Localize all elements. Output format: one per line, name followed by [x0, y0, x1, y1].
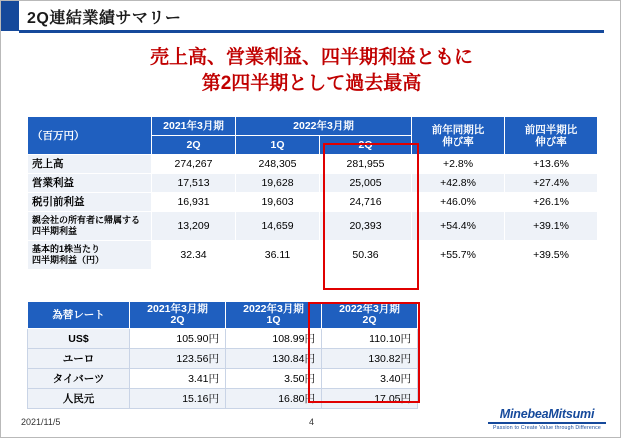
table-row	[28, 155, 598, 174]
table-row	[28, 369, 418, 389]
cell-pretax-qoq: +26.1%	[505, 193, 598, 212]
headline-line-1: 売上高、営業利益、四半期利益ともに	[149, 47, 473, 68]
table-row	[28, 389, 418, 409]
cell-revenue-2022-1q: 248,305	[236, 155, 320, 174]
fx-header-2022-1q-line1: 2022年3月期	[243, 303, 304, 315]
row-label-net-income-line1: 親会社の所有者に帰属する	[32, 215, 141, 225]
fx-header-2022-2q-line1: 2022年3月期	[339, 303, 400, 315]
title-divider	[19, 30, 604, 33]
fx-usd-2022-2q: 110.10円	[322, 329, 418, 349]
title-bar	[1, 1, 621, 31]
group-header-yoy	[412, 117, 505, 155]
row-label-eps-line1: 基本的1株当たり	[32, 244, 101, 254]
cell-eps-qoq: +39.5%	[505, 241, 598, 270]
fx-usd-2022-1q: 108.99円	[226, 329, 322, 349]
headline	[1, 45, 621, 97]
fx-header-row	[28, 302, 418, 329]
cell-revenue-2022-2q: 281,955	[320, 155, 412, 174]
fx-cny-2022-2q: 17.05円	[322, 389, 418, 409]
footer-date: 2021/11/5	[21, 417, 61, 427]
table-row	[28, 212, 598, 241]
sub-header-2022-1q: 1Q	[236, 136, 320, 155]
fx-header-2022-1q-line2: 1Q	[266, 314, 281, 326]
cell-net-yoy: +54.4%	[412, 212, 505, 241]
group-header-fy2021: 2021年3月期	[152, 117, 236, 136]
title-accent-block	[1, 1, 19, 31]
page-number: 4	[308, 417, 314, 427]
fx-row-label-cny: 人民元	[28, 389, 130, 409]
sub-header-2021-2q: 2Q	[152, 136, 236, 155]
group-header-qoq	[505, 117, 598, 155]
page-title: 2Q連結業績サマリー	[27, 10, 182, 27]
cell-pretax-2022-2q: 24,716	[320, 193, 412, 212]
fx-header-2021-2q-line1: 2021年3月期	[147, 303, 208, 315]
group-header-yoy-line2: 伸び率	[442, 135, 474, 148]
fx-header-2021-2q-line2: 2Q	[170, 314, 185, 326]
fx-header-2022-2q	[322, 302, 418, 329]
group-header-fy2022: 2022年3月期	[236, 117, 412, 136]
sub-header-2022-2q: 2Q	[320, 136, 412, 155]
group-header-qoq-line2: 伸び率	[535, 135, 567, 148]
cell-net-2021-2q: 13,209	[152, 212, 236, 241]
results-table	[27, 116, 598, 270]
group-header-yoy-line1: 前年同期比	[431, 123, 485, 136]
fx-cny-2022-1q: 16.80円	[226, 389, 322, 409]
cell-pretax-yoy: +46.0%	[412, 193, 505, 212]
fx-thb-2022-2q: 3.40円	[322, 369, 418, 389]
table-row	[28, 349, 418, 369]
row-label-net-income-line2: 四半期利益	[32, 226, 78, 236]
group-header-qoq-line1: 前四半期比	[524, 123, 578, 136]
row-label-eps-line2: 四半期利益（円）	[32, 255, 105, 265]
cell-op-2022-2q: 25,005	[320, 174, 412, 193]
table-row	[28, 174, 598, 193]
cell-op-yoy: +42.8%	[412, 174, 505, 193]
table-row	[28, 241, 598, 270]
cell-pretax-2021-2q: 16,931	[152, 193, 236, 212]
cell-net-2022-2q: 20,393	[320, 212, 412, 241]
row-label-operating-income: 営業利益	[28, 174, 152, 193]
row-label-pretax-income: 税引前利益	[28, 193, 152, 212]
fx-header-2021-2q	[130, 302, 226, 329]
fx-eur-2022-1q: 130.84円	[226, 349, 322, 369]
fx-eur-2022-2q: 130.82円	[322, 349, 418, 369]
cell-eps-2022-2q: 50.36	[320, 241, 412, 270]
cell-op-qoq: +27.4%	[505, 174, 598, 193]
fx-usd-2021-2q: 105.90円	[130, 329, 226, 349]
cell-op-2022-1q: 19,628	[236, 174, 320, 193]
cell-net-2022-1q: 14,659	[236, 212, 320, 241]
logo-tagline: Passion to Create Value through Difference	[493, 425, 601, 431]
cell-revenue-2021-2q: 274,267	[152, 155, 236, 174]
table-header-row-group	[28, 117, 598, 136]
table-row	[28, 329, 418, 349]
logo-name: MinebeaMitsumi	[499, 407, 595, 421]
fx-thb-2021-2q: 3.41円	[130, 369, 226, 389]
company-logo	[488, 407, 606, 431]
unit-label: （百万円）	[28, 117, 152, 155]
fx-eur-2021-2q: 123.56円	[130, 349, 226, 369]
fx-row-label-eur: ユーロ	[28, 349, 130, 369]
row-label-eps	[28, 241, 152, 270]
row-label-revenue: 売上高	[28, 155, 152, 174]
row-label-net-income	[28, 212, 152, 241]
table-row	[28, 193, 598, 212]
cell-eps-2021-2q: 32.34	[152, 241, 236, 270]
cell-eps-yoy: +55.7%	[412, 241, 505, 270]
cell-revenue-yoy: +2.8%	[412, 155, 505, 174]
logo-divider	[488, 422, 606, 424]
cell-op-2021-2q: 17,513	[152, 174, 236, 193]
fx-rate-table	[27, 301, 418, 409]
cell-eps-2022-1q: 36.11	[236, 241, 320, 270]
fx-thb-2022-1q: 3.50円	[226, 369, 322, 389]
fx-row-label-usd: US$	[28, 329, 130, 349]
cell-revenue-qoq: +13.6%	[505, 155, 598, 174]
cell-net-qoq: +39.1%	[505, 212, 598, 241]
cell-pretax-2022-1q: 19,603	[236, 193, 320, 212]
headline-line-2: 第2四半期として過去最高	[201, 73, 422, 94]
fx-row-label-thb: タイバーツ	[28, 369, 130, 389]
fx-header-2022-1q	[226, 302, 322, 329]
fx-header-2022-2q-line2: 2Q	[362, 314, 377, 326]
fx-label-header: 為替レート	[28, 302, 130, 329]
fx-cny-2021-2q: 15.16円	[130, 389, 226, 409]
